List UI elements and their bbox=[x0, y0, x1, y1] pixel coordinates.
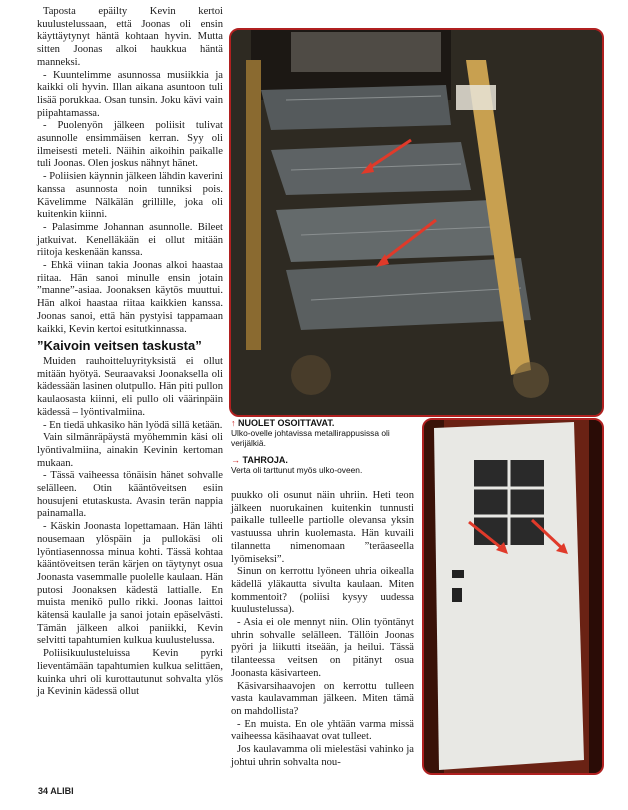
arrow-up-icon: ↑ bbox=[231, 418, 236, 428]
page-number: 34 bbox=[38, 786, 49, 796]
caption-text: Ulko-ovelle johtavissa metallirappusissa oli verijälkiä. bbox=[231, 428, 390, 448]
caption-stains bbox=[231, 455, 416, 475]
article-column-left bbox=[37, 6, 223, 699]
subheading: ”Kaivoin veitsen taskusta” bbox=[37, 338, 202, 354]
caption-text: Verta oli tarttunut myös ulko-oveen. bbox=[231, 465, 363, 475]
paragraph: Muiden rauhoitteluyrityksistä ei ollut mitään hyötyä. Seuraavaksi Joonaksella oli kädessään lasinen olutpullo. Hän piti pullon kaulaosasta kiinni, eli pullo oli väärinpäin kädessä – lyöntivalmiina. bbox=[37, 355, 223, 418]
door-illustration bbox=[424, 420, 602, 773]
paragraph: - Kuuntelimme asunnossa musiikkia ja kaikki oli hyvin. Illan aikana asuntoon tuli lisää porukkaa. Osan tunsin. Joku kävi vain piipahtamassa. bbox=[37, 69, 223, 119]
page-footer bbox=[38, 786, 74, 796]
article-column-middle bbox=[231, 490, 414, 769]
caption-title: TAHROJA. bbox=[242, 455, 288, 465]
stairs-illustration bbox=[231, 30, 602, 415]
paragraph: - En muista. En ole yhtään varma missä vaiheessa käsihaavat ovat tulleet. bbox=[231, 718, 414, 743]
paragraph: Vain silmänräpäystä myöhemmin käsi oli lyöntivalmiina, ainakin Kevinin kertoman mukaan. bbox=[37, 432, 223, 469]
paragraph: - Palasimme Johannan asunnolle. Bileet jatkuivat. Kenelläkään ei ollut mitään riitoja keskenään kanssa. bbox=[37, 221, 223, 259]
magazine-name: ALIBI bbox=[50, 786, 74, 796]
paragraph: Sinun on kerrottu lyöneen uhria oikealla kädellä yläkautta sivulta kaulaan. Miten kommentoit? (poliisi kysyy uudessa kuulustelussa). bbox=[231, 566, 414, 616]
paragraph: - Poliisien käynnin jälkeen lähdin kaverini kanssa asunnosta noin tunniksi pois. Kävelimme Nälkälän grillille, joka oli kuitenkin kiinni. bbox=[37, 171, 223, 221]
paragraph: - Puolenyön jälkeen poliisit tulivat asunnolle ensimmäisen kerran. Syy oli ilmeisesti meteli. Näihin aikoihin paikalle tuli Joonas. Olen joskus nähnyt hänet. bbox=[37, 120, 223, 170]
caption-title: NUOLET OSOITTAVAT. bbox=[238, 418, 335, 428]
paragraph: - Asia ei ole mennyt niin. Olin työntänyt uhrin sohvalle selälleen. Tällöin Joonas pyöri ja liikutti itseään, ja heilui. Tässä tilanteessa veitsen on pitänyt osua Joonasta käsivarteen. bbox=[231, 617, 414, 679]
paragraph: Poliisikuulusteluissa Kevin pyrki lieventämään tapahtumien kulkua selittäen, kuinka uhri oli kurottautunut sohvalta ylös ja Kevinin kädessä ollut bbox=[37, 648, 223, 698]
paragraph: - Ehkä viinan takia Joonas alkoi haastaa riitaa. Hän sanoi minulle ensin jotain ”manne”-asiaa. Joonaksen käytös muuttui. Hän alkoi haastaa riitaa kaikkien kanssa. Joonas sanoi, että hän pystyisi tappamaan kaikki, Kevin kertoi esitutkinnassa. bbox=[37, 260, 223, 335]
paragraph: - Tässä vaiheessa tönäisin hänet sohvalle selälleen. Otin kääntöveitsen esiin housujeni etutaskusta. Avasin terän nappia painamalla. bbox=[37, 470, 223, 520]
paragraph: Taposta epäilty Kevin kertoi kuulustelussaan, että Joonas oli ensin käyttäytynyt häntä kohtaan hyvin. Mutta sitten Joonas alkoi haukkua häntä manneksi. bbox=[37, 6, 223, 68]
paragraph: Jos kaulavamma oli mielestäsi vahinko ja johtui uhrin sohvalta nou- bbox=[231, 744, 414, 768]
paragraph: puukko oli osunut näin uhriin. Heti teon jälkeen nuorukainen kuitenkin tunnusti paikalle tulleelle partiolle olevansa yksin vastuussa uhrin kuolemasta. Hän kuvaili tilannetta nimenomaan ”teräaseella lyömiseksi”. bbox=[231, 490, 414, 565]
arrow-right-icon: → bbox=[231, 455, 240, 465]
paragraph: - Käskin Joonasta lopettamaan. Hän lähti nousemaan ylöspäin ja pullokäsi oli lyöntiasennossa minua kohti. Tässä kohtaa kääntöveitsen terän kärjen on täytynyt osua Joonasta vasemmalle puolelle kaulaan. Hän putosi Joonaksen kädestä lattialle. En muista menikö pullo rikki. Joonas laittoi kätensä kaulalle ja sanoi jotain epäselvästi. Tämän jälkeen alkoi paniikki, Kevin selvitti tapahtumien kulkua kuulustelussa. bbox=[37, 521, 223, 647]
paragraph: - En tiedä uhkasiko hän lyödä sillä ketään. bbox=[43, 419, 223, 431]
caption-arrows bbox=[231, 418, 416, 448]
paragraph: Käsivarsihaavojen on kerrottu tulleen vasta kaulavamman jälkeen. Miten tämä on mahdollista? bbox=[231, 680, 414, 717]
door-photo bbox=[422, 418, 604, 775]
stairs-photo bbox=[229, 28, 604, 417]
